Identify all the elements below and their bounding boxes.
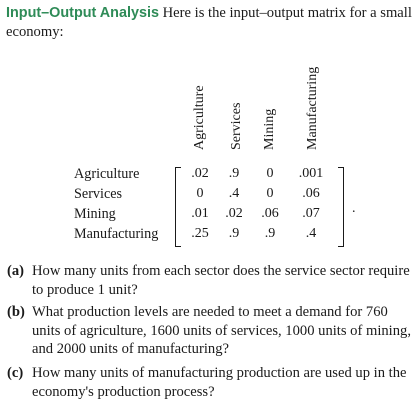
matrix-cell: 0 xyxy=(196,186,204,201)
matrix-cell: .9 xyxy=(228,226,240,241)
matrix-right-bracket xyxy=(338,167,344,247)
matrix-cell: 0 xyxy=(266,166,274,181)
matrix-cell: .02 xyxy=(191,166,209,181)
matrix-cell: .001 xyxy=(298,166,324,181)
matrix-cell: .4 xyxy=(305,226,317,241)
question-label: (c) xyxy=(7,365,24,381)
row-label-services: Services xyxy=(74,186,123,202)
row-label-manufacturing: Manufacturing xyxy=(74,226,159,242)
question-text: How many units of manufacturing production are used up in the economy's production process? xyxy=(32,365,407,400)
question-label: (b) xyxy=(7,304,25,320)
matrix-left-bracket xyxy=(175,167,181,247)
matrix-cell: .25 xyxy=(191,226,209,241)
matrix-cell: .9 xyxy=(264,226,276,241)
question-label: (a) xyxy=(7,263,25,279)
question-text: What production levels are needed to meet a demand for 760 units of agriculture, 1600 units of services, 1000 units of mining, and 2000 units of manufacturing? xyxy=(32,304,411,357)
intro-paragraph xyxy=(6,4,412,42)
question-b xyxy=(7,303,411,359)
row-label-mining: Mining xyxy=(74,206,116,222)
section-heading: Input–Output Analysis xyxy=(6,5,159,21)
row-label-agriculture: Agriculture xyxy=(74,166,140,182)
column-header-manufacturing: Manufacturing xyxy=(305,66,320,150)
matrix-cell: .07 xyxy=(302,206,320,221)
question-c xyxy=(7,364,411,401)
matrix-cell: .4 xyxy=(228,186,240,201)
matrix-cell: .06 xyxy=(302,186,320,201)
matrix-cell: 0 xyxy=(266,186,274,201)
question-text: How many units from each sector does the service sector require to produce 1 unit? xyxy=(32,263,410,298)
intro-text: Here is the input–output matrix for a small economy: xyxy=(6,5,412,40)
question-a xyxy=(7,262,411,299)
matrix-cell: .9 xyxy=(228,166,240,181)
matrix-cell: .01 xyxy=(191,206,209,221)
column-header-mining: Mining xyxy=(262,108,277,150)
matrix-cell: .02 xyxy=(225,206,243,221)
column-header-services: Services xyxy=(229,102,244,150)
column-header-agriculture: Agriculture xyxy=(192,85,207,150)
matrix-cell: .06 xyxy=(261,206,279,221)
sentence-period: . xyxy=(352,201,356,216)
